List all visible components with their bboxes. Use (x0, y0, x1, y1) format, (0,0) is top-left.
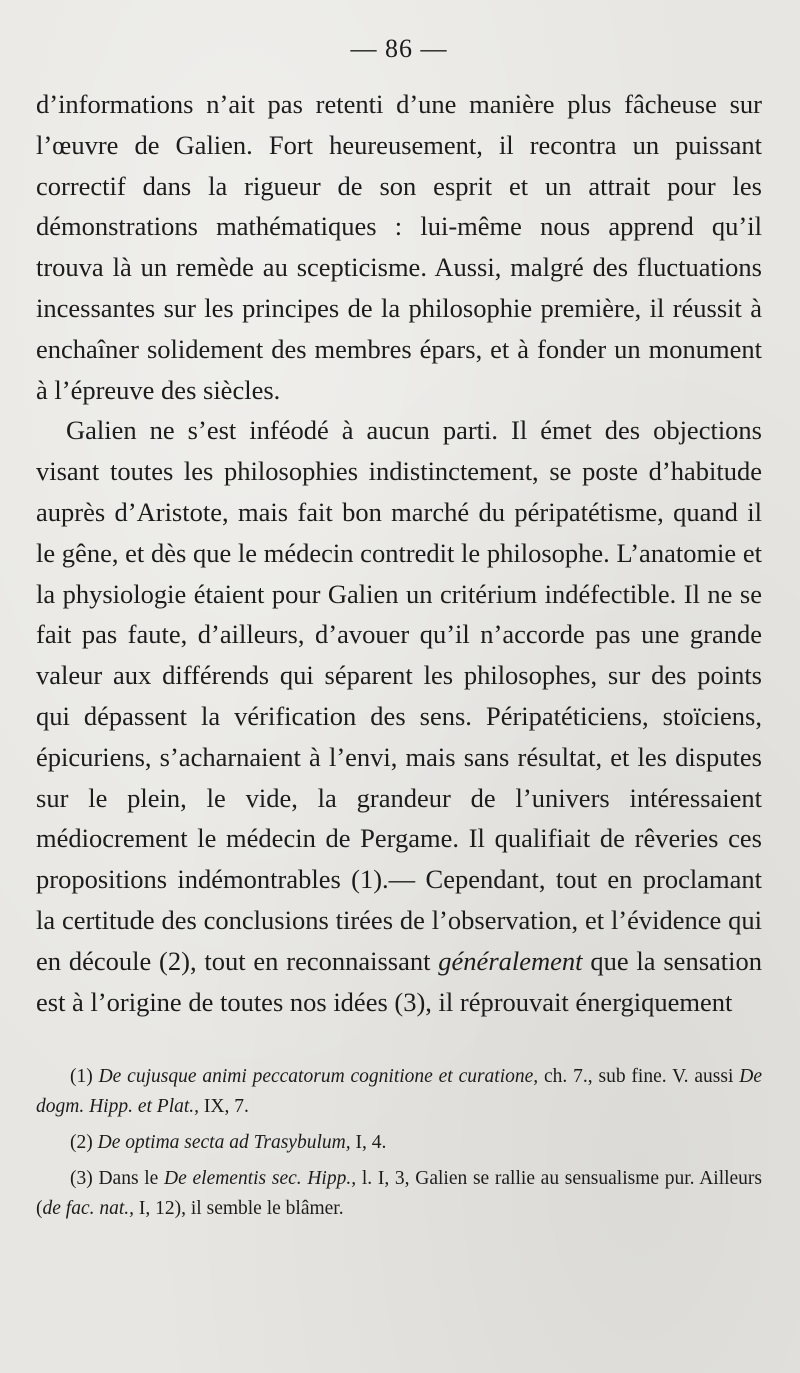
footnote-1 (36, 1062, 762, 1122)
footnote-1-title-a: De cujusque animi peccatorum cognitione et curatione, (98, 1066, 539, 1088)
paragraph-2-text-b: que la sensation est à l’origine de toutes nos idées (3), il réprouvait énergiquement (36, 945, 762, 1017)
paragraph-2-italic-word: généralement (438, 945, 583, 976)
footnote-3 (36, 1164, 762, 1224)
paragraph-1-text: d’informations n’ait pas retenti d’une manière plus fâcheuse sur l’œuvre de Galien. Fort heureusement, il recontra un puissant correctif dans la rigueur de son esprit et un attrait pour les démonstrations mathématiques : lui-même nous apprend qu’il trouva là un remède au scepticisme. Aussi, malgré des fluctuations incessantes sur les principes de la philosophie première, il réussit à enchaîner solidement des membres épars, et à fonder un monument à l’épreuve des siècles. (36, 89, 762, 405)
footnote-1-marker: (1) (70, 1066, 99, 1088)
footnote-2-title: De optima secta ad Trasybulum, (97, 1132, 351, 1154)
paragraph-2 (36, 410, 762, 1022)
footnotes (36, 1062, 762, 1224)
body-text (36, 84, 762, 1022)
footnote-3-title-b: de fac. nat., (42, 1198, 135, 1220)
footnote-1-title-b: De dogm. Hipp. et Plat., (36, 1066, 762, 1118)
footnote-1-text-b: IX, 7. (199, 1096, 249, 1118)
footnote-3-text-b: l. I, 3, Galien se rallie au sensualisme pur. Ailleurs ( (36, 1168, 763, 1220)
footnote-2-text: I, 4. (350, 1132, 387, 1154)
paragraph-2-text-a: Galien ne s’est inféodé à aucun parti. Il émet des objections visant toutes les philosophies indistinctement, se poste d’habitude auprès d’Aristote, mais fait bon marché du péripatétisme, quand il le gêne, et dès que le médecin contredit le philosophe. L’anatomie et la physiologie étaient pour Galien un critérium indéfectible. Il ne se fait pas faute, d’ailleurs, d’avouer qu’il n’accorde pas une grande valeur aux différends qui séparent les philosophes, sur des points qui dépassent la vérification des sens. Péripatéticiens, stoïciens, épicuriens, s’acharnaient à l’envi, mais sans résultat, et les disputes sur le plein, le vide, la grandeur de l’univers intéressaient médiocrement le médecin de Pergame. Il qualifiait de rêveries ces propositions indémontrables (1).— Cependant, tout en proclamant la certitude des conclusions tirées de l’observation, et l’évidence qui en découle (2), tout en reconnaissant (36, 415, 762, 976)
paragraph-1 (36, 84, 762, 410)
footnote-3-text-c: I, 12), il semble le blâmer. (134, 1198, 344, 1220)
footnote-2-marker: (2) (70, 1132, 98, 1154)
footnote-2 (36, 1128, 762, 1158)
footnote-3-text-a: (3) Dans le (70, 1168, 165, 1190)
footnote-1-text-a: ch. 7., sub fine. V. aussi (538, 1066, 740, 1088)
footnote-3-title-a: De elementis sec. Hipp., (164, 1168, 357, 1190)
page-number: — 86 — (350, 34, 448, 63)
